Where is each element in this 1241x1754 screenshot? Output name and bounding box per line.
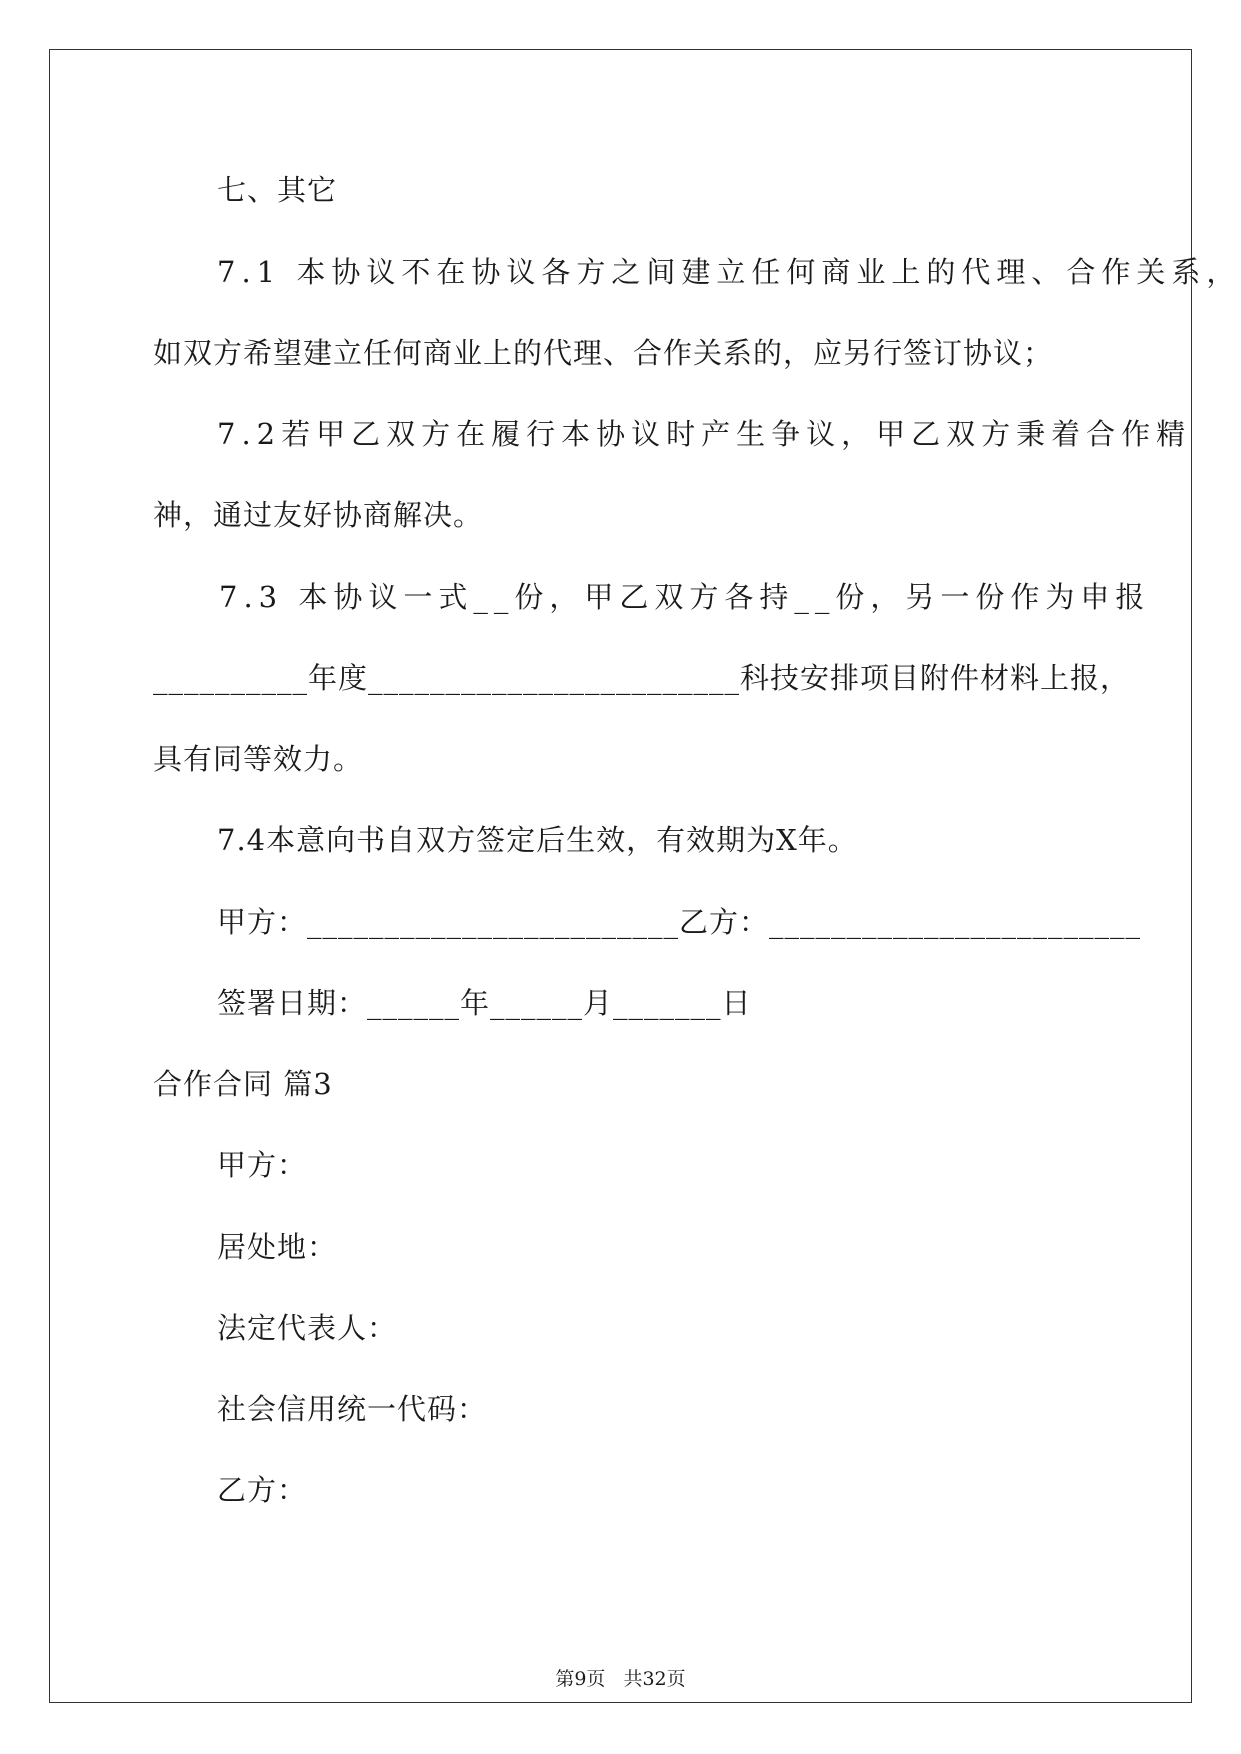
party-b-label: 乙方： (217, 1473, 308, 1507)
page-number: 第9页 (555, 1668, 606, 1690)
clause-7-3-line-2: __________年度________________________科技安排项目附件材料上报， (153, 661, 1131, 695)
address-label: 居处地： (217, 1230, 338, 1264)
page-footer (0, 1667, 1241, 1691)
clause-7-3-line-1: 7.3 本协议一式__份，甲乙双方各持__份，另一份作为申报 (219, 580, 1151, 614)
clause-7-1-line-1: 7.1 本协议不在协议各方之间建立任何商业上的代理、合作关系， (217, 255, 1241, 289)
clause-7-2-line-2: 神，通过友好协商解决。 (153, 498, 484, 532)
clause-7-3-line-3: 具有同等效力。 (153, 742, 364, 776)
total-pages: 共32页 (623, 1668, 686, 1690)
contract-title: 合作合同 篇3 (153, 1067, 333, 1101)
page-border (49, 49, 1192, 1703)
clause-7-2-line-1: 7.2若甲乙双方在履行本协议时产生争议，甲乙双方秉着合作精 (217, 417, 1192, 451)
section-heading: 七、其它 (217, 173, 338, 207)
signature-parties: 甲方：________________________乙方：________________________ (217, 905, 1142, 939)
signing-date: 签署日期：______年______月_______日 (217, 986, 752, 1020)
party-a-label: 甲方： (217, 1148, 308, 1182)
clause-7-4: 7.4本意向书自双方签定后生效，有效期为X年。 (217, 823, 858, 857)
credit-code-label: 社会信用统一代码： (217, 1392, 488, 1426)
clause-7-1-line-2: 如双方希望建立任何商业上的代理、合作关系的，应另行签订协议； (153, 336, 1054, 370)
legal-representative-label: 法定代表人： (217, 1311, 398, 1345)
